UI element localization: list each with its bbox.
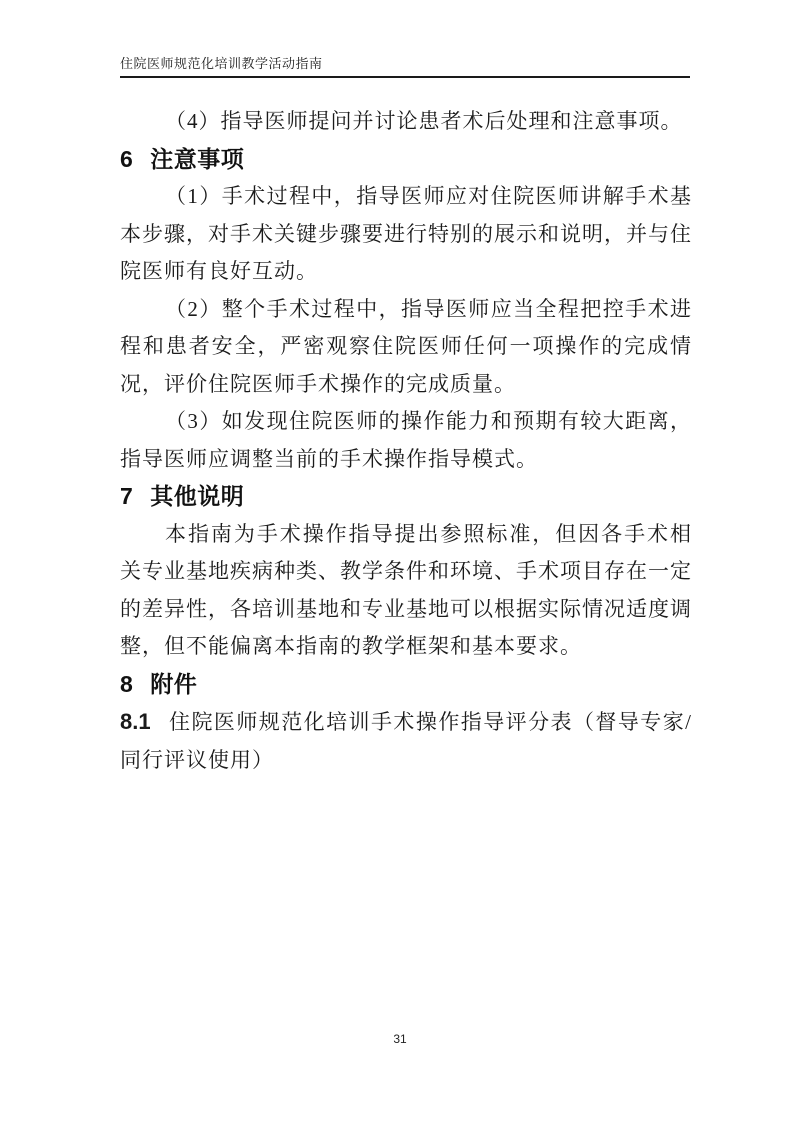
page-content — [120, 103, 692, 779]
section-title: 注意事项 — [150, 145, 245, 172]
section-heading-7 — [120, 478, 692, 516]
paragraph: （3）如发现住院医师的操作能力和预期有较大距离，指导医师应调整当前的手术操作指导模式。 — [120, 409, 692, 471]
paragraph: 本指南为手术操作指导提出参照标准，但因各手术相关专业基地疾病种类、教学条件和环境、手术项目存在一定的差异性，各培训基地和专业基地可以根据实际情况适度调整，但不能偏离本指南的教学框架和基本要求。 — [120, 521, 692, 658]
section-title: 其他说明 — [150, 483, 245, 509]
paragraph: （2）整个手术过程中，指导医师应当全程把控手术进程和患者安全，严密观察住院医师任何一项操作的完成情况，评价住院医师手术操作的完成质量。 — [120, 296, 692, 396]
section-number: 7 — [120, 483, 134, 509]
paragraph: （1）手术过程中，指导医师应对住院医师讲解手术基本步骤，对手术关键步骤要进行特别的展示和说明，并与住院医师有良好互动。 — [120, 184, 692, 283]
section-heading-6 — [120, 141, 692, 179]
section-title: 附件 — [150, 670, 198, 697]
page-number: 31 — [393, 1032, 407, 1046]
attachment-entry — [120, 703, 692, 779]
attachment-text: 住院医师规范化培训手术操作指导评分表（督导专家/同行评议使用） — [120, 710, 692, 772]
running-header-title: 住院医师规范化培训教学活动指南 — [120, 56, 323, 71]
section-number: 6 — [120, 145, 134, 172]
list-item-4: （4）指导医师提问并讨论患者术后处理和注意事项。 — [165, 109, 683, 133]
section-heading-8 — [120, 666, 692, 704]
attachment-number: 8.1 — [120, 709, 151, 734]
section-number: 8 — [120, 670, 134, 697]
header-rule — [120, 76, 690, 78]
